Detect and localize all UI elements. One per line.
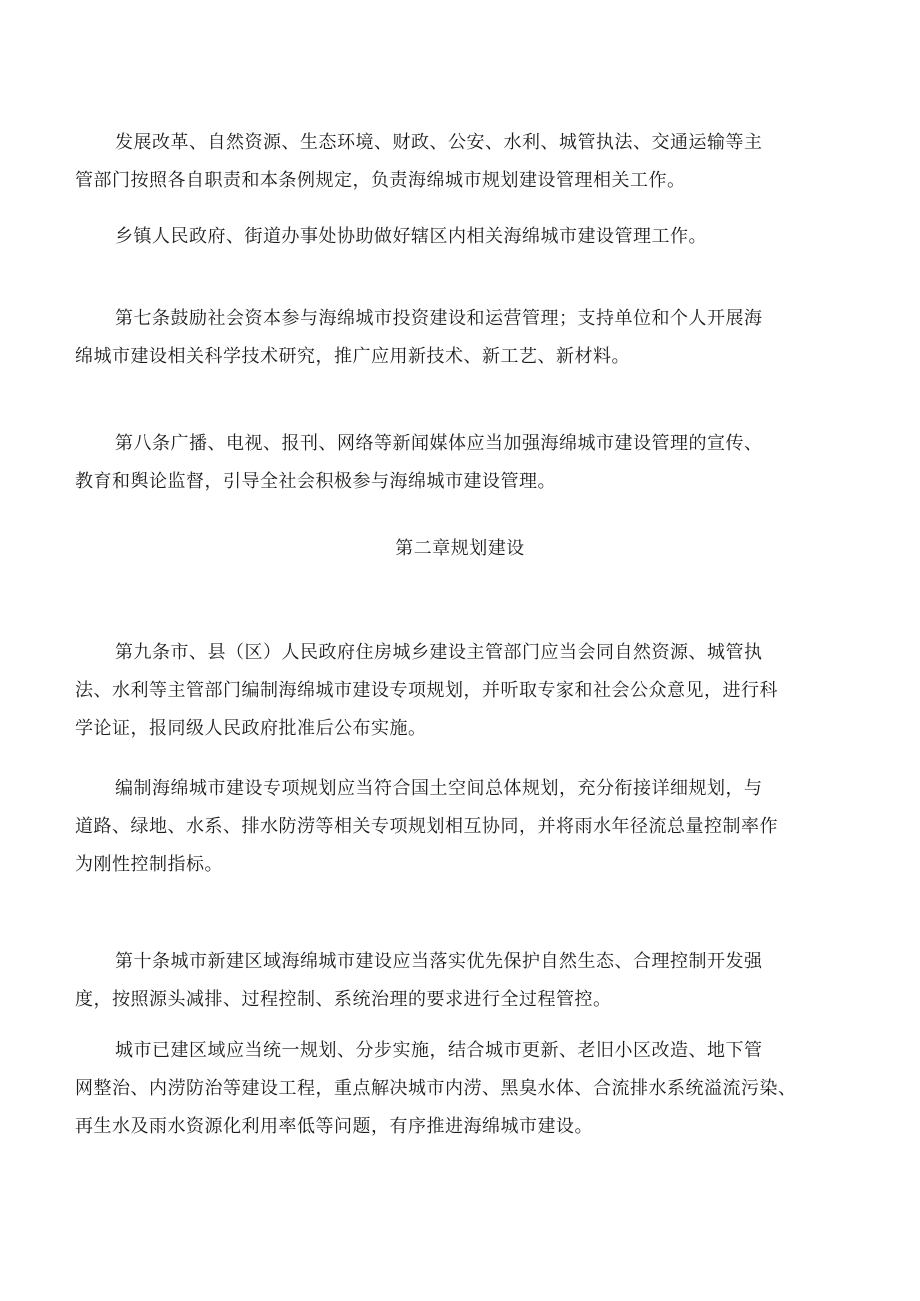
text-line: 第九条市、县（区）人民政府住房城乡建设主管部门应当会同自然资源、城管执 [115, 642, 763, 663]
paragraph [75, 770, 835, 884]
text-line: 教育和舆论监督，引导全社会积极参与海绵城市建设管理。 [75, 471, 556, 492]
text-line: 学论证，报同级人民政府批准后公布实施。 [75, 718, 427, 739]
text-line: 管部门按照各自职责和本条例规定，负责海绵城市规划建设管理相关工作。 [75, 170, 686, 191]
text-line: 发展改革、自然资源、生态环境、财政、公安、水利、城管执法、交通运输等主 [115, 132, 763, 153]
text-line: 度，按照源头减排、过程控制、系统治理的要求进行全过程管控。 [75, 989, 612, 1010]
text-line: 第七条鼓励社会资本参与海绵城市投资建设和运营管理；支持单位和个人开展海 [115, 308, 763, 329]
text-line: 绵城市建设相关科学技术研究，推广应用新技术、新工艺、新材料。 [75, 346, 630, 367]
article-8 [75, 425, 835, 501]
article-10 [75, 943, 835, 1019]
text-line: 网整治、内涝防治等建设工程，重点解决城市内涝、黑臭水体、合流排水系统溢流污染、 [75, 1078, 797, 1099]
text-line: 第八条广播、电视、报刊、网络等新闻媒体应当加强海绵城市建设管理的宣传、 [115, 433, 763, 454]
text-line: 再生水及雨水资源化利用率低等问题，有序推进海绵城市建设。 [75, 1116, 593, 1137]
text-line: 第十条城市新建区域海绵城市建设应当落实优先保护自然生态、合理控制开发强 [115, 951, 763, 972]
text-line: 城市已建区域应当统一规划、分步实施，结合城市更新、老旧小区改造、地下管 [115, 1040, 763, 1061]
article-7 [75, 300, 835, 376]
text-line: 乡镇人民政府、街道办事处协助做好辖区内相关海绵城市建设管理工作。 [115, 226, 707, 247]
paragraph [75, 1032, 835, 1146]
paragraph [75, 124, 835, 200]
text-line: 为刚性控制指标。 [75, 854, 223, 875]
chapter-heading: 第二章规划建设 [395, 538, 525, 559]
paragraph [75, 218, 835, 256]
article-9 [75, 634, 835, 748]
text-line: 法、水利等主管部门编制海绵城市建设专项规划，并听取专家和社会公众意见，进行科 [75, 680, 778, 701]
text-line: 编制海绵城市建设专项规划应当符合国土空间总体规划，充分衔接详细规划，与 [115, 778, 763, 799]
text-line: 道路、绿地、水系、排水防涝等相关专项规划相互协同，并将雨水年径流总量控制率作 [75, 816, 778, 837]
